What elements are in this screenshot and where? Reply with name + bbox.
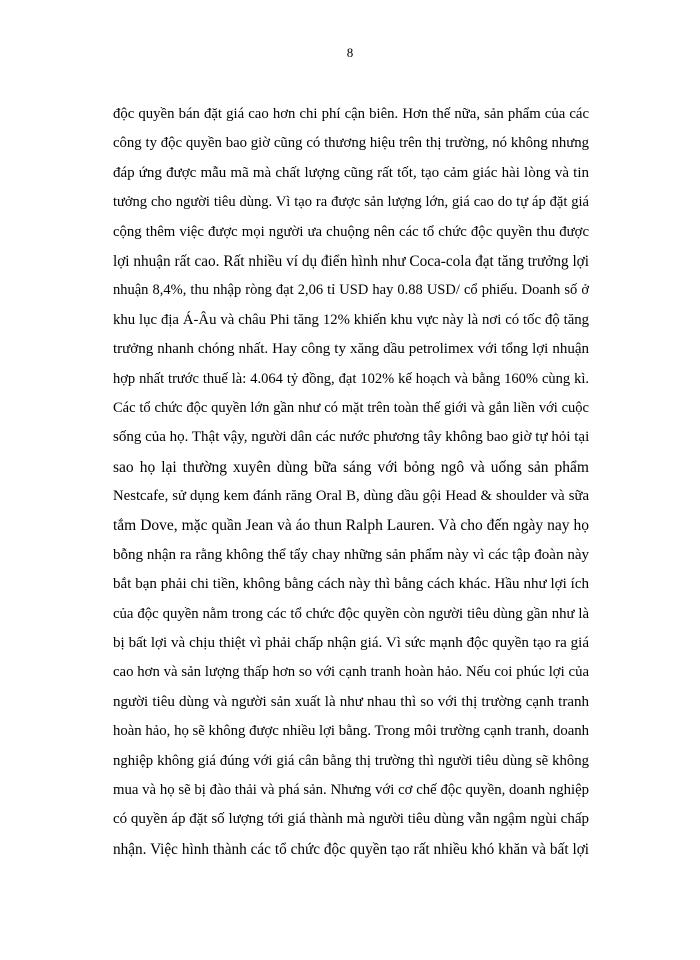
text-line: cao hơn và sản lượng thấp hơn so với cạnh tranh hoàn hảo. Nếu coi phúc lợi của: [113, 664, 589, 681]
text-line: đáp ứng được mẫu mã mà chất lượng cũng rất tốt, tạo cảm giác hài lòng và tin: [113, 164, 589, 181]
text-line: mua và họ sẽ bị đào thải và phá sản. Nhưng với cơ chế độc quyền, doanh nghiệp: [113, 781, 589, 798]
text-line: người tiêu dùng và người sản xuất là như nhau thì so với thị trường cạnh tranh: [113, 693, 589, 710]
text-line: bắt bạn phải chi tiền, không bằng cách này thì bằng cách khác. Hầu như lợi ích: [113, 576, 589, 593]
text-line: Nestcafe, sử dụng kem đánh răng Oral B, dùng dầu gội Head & shoulder và sữa: [113, 488, 589, 505]
text-line: Các tổ chức độc quyền lớn gần như có mặt trên toàn thế giới và gắn liền với cuộc: [113, 399, 589, 416]
text-line: hợp nhất trước thuế là: 4.064 tỷ đồng, đạt 102% kế hoạch và bằng 160% cùng kì.: [113, 370, 589, 387]
text-line: sống của họ. Thật vậy, người dân các nước phương tây không bao giờ tự hỏi tại: [113, 429, 590, 446]
text-line: hoàn hảo, họ sẽ không được nhiều lợi bằng. Trong môi trường cạnh tranh, doanh: [113, 723, 589, 740]
text-line: bỗng nhận ra rằng không thể tẩy chay những sản phẩm này vì các tập đoàn này: [113, 546, 589, 563]
text-line: công ty độc quyền bao giờ cũng có thương hiệu trên thị trường, nó không nhưng: [113, 135, 589, 152]
text-line: có quyền áp đặt số lượng tới giá thành mà người tiêu dùng vẫn ngậm ngùi chấp: [113, 811, 589, 828]
text-line: cộng thêm việc được mọi người ưa chuộng nên các tổ chức độc quyền thu được: [113, 223, 589, 240]
text-line: độc quyền bán đặt giá cao hơn chi phí cận biên. Hơn thế nữa, sản phẩm của các: [113, 106, 589, 122]
text-line: bị bất lợi và chịu thiệt vì phải chấp nhận giá. Vì sức mạnh độc quyền tạo ra giá: [113, 635, 589, 652]
page-number: 8: [346, 45, 354, 60]
text-line: trưởng nhanh chóng nhất. Hay công ty xăng dầu petrolimex với tổng lợi nhuận: [113, 341, 589, 358]
text-line: nghiệp không giá đúng với giá cân bằng thị trường thì người tiêu dùng sẽ không: [113, 752, 589, 769]
body-paragraph: [113, 100, 589, 864]
text-line: của độc quyền nằm trong các tổ chức độc quyền còn người tiêu dùng gần như là: [113, 605, 589, 622]
text-line: tắm Dove, mặc quần Jean và áo thun Ralph Lauren. Và cho đến ngày nay họ: [113, 517, 589, 535]
text-line: nhận. Việc hình thành các tổ chức độc quyền tạo rất nhiều khó khăn và bất lợi: [113, 840, 589, 858]
text-line: lợi nhuận rất cao. Rất nhiều ví dụ điển hình như Coca-cola đạt tăng trưởng lợi: [113, 252, 589, 270]
text-line: tưởng cho người tiêu dùng. Vì tạo ra được sản lượng lớn, giá cao do tự áp đặt giá: [113, 194, 589, 211]
text-line: khu lục địa Á-Âu và châu Phi tăng 12% khiến khu vực này là nơi có tốc độ tăng: [113, 311, 589, 328]
text-line: sao họ lại thường xuyên dùng bữa sáng với bỏng ngô và uống sản phẩm: [113, 458, 589, 476]
text-line: nhuận 8,4%, thu nhập ròng đạt 2,06 tỉ USD hay 0.88 USD/ cổ phiếu. Doanh số ở: [113, 282, 589, 299]
